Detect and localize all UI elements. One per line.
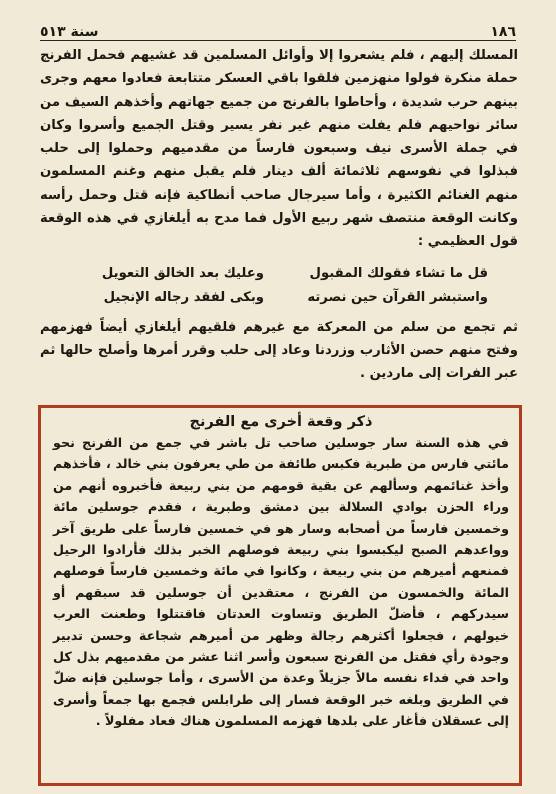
poem-line-1-second-hemistich: وعليك بعد الخالق التعويل	[101, 265, 264, 281]
paragraph-aftermath: ثم تجمع من سلم من المعركة مع غيرهم فلقيهم أيلغازي أيضاً فهزمهم وفتح منهم حصن الأثارب وزردنا وعاد إلى حلب وقرر أمرها وأصلح حالها ثم عبر الفرات إلى ماردين .	[40, 319, 518, 382]
main-text-block	[40, 44, 518, 386]
section-text: في هذه السنة سار جوسلين صاحب تل باشر في جمع من الفرنج نحو مائتي فارس من طبرية فكبس طائفة من طي يعرفون بني خالد ، فأخذهم وأخذ غنائمهم وسألهم عن بقية قومهم من بني ربيعة فأخبروه أنهم من وراء الحزن بوادي السلالة بين دمشق وطبرية ، فقدم جوسلين مائة وخمسين فارساً من أصحابه وسار هو في خمسين فارساً على طريق آخر وواعدهم الصبح ليكبسوا بني ربيعة فوصلهم الخبر بذلك فأرادوا الرحيل فمنعهم أميرهم من بني ربيعة ، وكانوا في مائة وخمسين فارساً فوصلهم المائة والخمسون من الفرنج ، معتقدين أن جوسلين قد سبقهم أو سيدركهم ، فأضلّ الطريق وتساوت العدتان فاقتتلوا وطعنت العرب خيولهم ، فجعلوا أكثرهم رجالة وظهر من أميرهم شجاعة وحسن تدبير وجودة رأي فقتل من الفرنج سبعون وأسر اثنا عشر من مقدميهم بذل كل واحد في فداء نفسه مالاً جزيلاً وعدة من الأسرى ، وأما جوسلين فإنه ضلّ في الطريق وبلغه خبر الوقعة فسار إلى طرابلس فجمع بها جمعاً وأسرى إلى عسقلان فأغار على بلدها فهزمه المسلمون هناك فعاد مفلولاً .	[53, 435, 509, 729]
poem-line-1-first-hemistich: قل ما تشاء فقولك المقبول	[309, 265, 488, 281]
paragraph-battle-account: المسلك إليهم ، فلم يشعروا إلا وأوائل المسلمين قد غشيهم فحمل الفرنج حملة منكرة فولوا منهزمين فلقوا باقي العسكر متتابعة فعادوا معهم وجرى بينهم حرب شديدة ، وأحاطوا بالفرنج من جميع جهاتهم وأخذهم السيف من سائر نواحيهم فلم يفلت منهم غير نفر يسير وقتل الجميع وأسروا وكان في جملة الأسرى نيف وسبعون فارساً من مقدميهم وحملوا إلى حلب فبذلوا في نفوسهم ثلاثمائة ألف دينار فلم يقبل منهم وغنم المسلمون منهم الغنائم الكثيرة ، وأما سيرجال صاحب أنطاكية فإنه قتل وحمل رأسه وكانت الوقعة منتصف شهر ربيع الأول فما مدح به أيلغازي في هذه الوقعة قول العظيمي :	[40, 48, 518, 250]
section-title: ذكر وقعة أخرى مع الفرنج	[189, 414, 373, 430]
poem-line-2-first-hemistich: واستبشر القرآن حين نصرته	[307, 289, 488, 305]
poem-verses	[70, 262, 488, 310]
poem-line-2-second-hemistich: وبكى لفقد رجاله الإنجيل	[103, 289, 264, 305]
page-header	[40, 12, 516, 41]
highlighted-section-frame	[38, 405, 522, 786]
page-number: ١٨٦	[490, 24, 516, 40]
running-header-year: سنة ٥١٣	[40, 24, 99, 40]
